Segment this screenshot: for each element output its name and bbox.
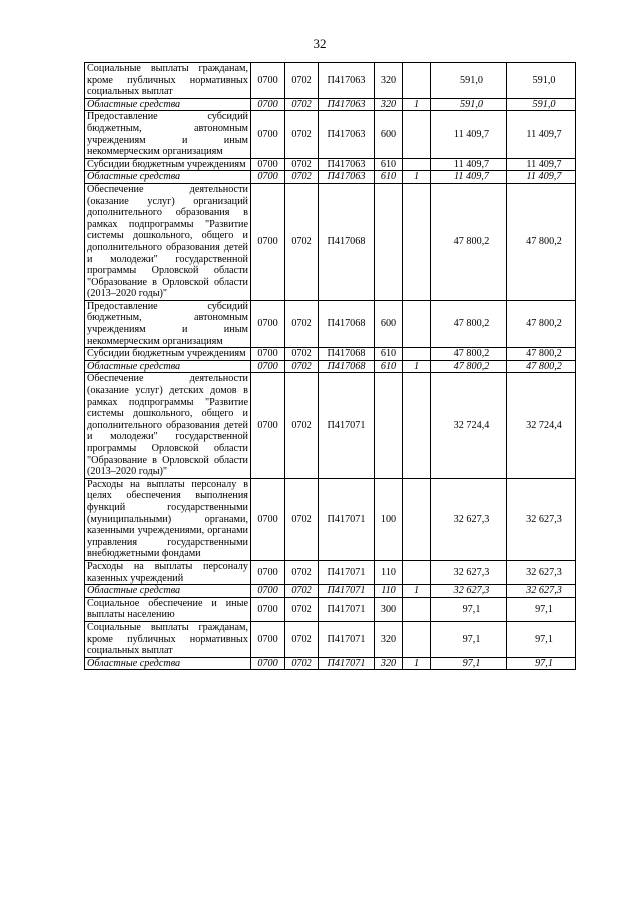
funding-source-code <box>403 158 431 171</box>
target-article-code: П417063 <box>319 171 375 184</box>
row-name: Расходы на выплаты персоналу казенных учреждений <box>85 560 251 584</box>
amount-year-2: 32 627,3 <box>507 560 576 584</box>
section-code: 0700 <box>251 98 285 111</box>
table-row <box>85 657 576 670</box>
amount-year-2: 97,1 <box>507 597 576 621</box>
target-article-code: П417071 <box>319 373 375 478</box>
subsection-code: 0702 <box>285 597 319 621</box>
section-code: 0700 <box>251 560 285 584</box>
expense-type-code <box>375 373 403 478</box>
subsection-code: 0702 <box>285 98 319 111</box>
expense-type-code: 320 <box>375 621 403 657</box>
amount-year-2: 97,1 <box>507 621 576 657</box>
table-row <box>85 373 576 478</box>
section-code: 0700 <box>251 348 285 361</box>
subsection-code: 0702 <box>285 373 319 478</box>
table-row <box>85 183 576 300</box>
funding-source-code: 1 <box>403 98 431 111</box>
expense-type-code: 300 <box>375 597 403 621</box>
row-name: Областные средства <box>85 171 251 184</box>
expense-type-code: 110 <box>375 560 403 584</box>
funding-source-code: 1 <box>403 360 431 373</box>
row-name: Расходы на выплаты персоналу в целях обеспечения выполнения функций государственными (муниципальными) органами, казенными учреждениями, органами управления государственными внебюджетными фондами <box>85 478 251 560</box>
amount-year-2: 32 724,4 <box>507 373 576 478</box>
row-name: Областные средства <box>85 360 251 373</box>
target-article-code: П417068 <box>319 183 375 300</box>
funding-source-code <box>403 348 431 361</box>
amount-year-2: 97,1 <box>507 657 576 670</box>
amount-year-2: 11 409,7 <box>507 158 576 171</box>
amount-year-1: 47 800,2 <box>431 348 507 361</box>
budget-table <box>84 62 576 670</box>
table-row <box>85 478 576 560</box>
amount-year-1: 47 800,2 <box>431 300 507 347</box>
funding-source-code <box>403 560 431 584</box>
amount-year-2: 47 800,2 <box>507 183 576 300</box>
funding-source-code: 1 <box>403 657 431 670</box>
subsection-code: 0702 <box>285 111 319 158</box>
amount-year-2: 47 800,2 <box>507 348 576 361</box>
amount-year-2: 47 800,2 <box>507 360 576 373</box>
table-row <box>85 585 576 598</box>
amount-year-1: 97,1 <box>431 621 507 657</box>
expense-type-code: 610 <box>375 348 403 361</box>
amount-year-1: 32 627,3 <box>431 478 507 560</box>
target-article-code: П417071 <box>319 657 375 670</box>
expense-type-code <box>375 183 403 300</box>
row-name: Социальные выплаты гражданам, кроме публичных нормативных социальных выплат <box>85 621 251 657</box>
section-code: 0700 <box>251 300 285 347</box>
expense-type-code: 320 <box>375 98 403 111</box>
subsection-code: 0702 <box>285 171 319 184</box>
target-article-code: П417071 <box>319 560 375 584</box>
subsection-code: 0702 <box>285 585 319 598</box>
section-code: 0700 <box>251 158 285 171</box>
target-article-code: П417071 <box>319 621 375 657</box>
funding-source-code <box>403 300 431 347</box>
section-code: 0700 <box>251 171 285 184</box>
section-code: 0700 <box>251 478 285 560</box>
table-row <box>85 560 576 584</box>
section-code: 0700 <box>251 183 285 300</box>
expense-type-code: 600 <box>375 300 403 347</box>
subsection-code: 0702 <box>285 300 319 347</box>
amount-year-1: 97,1 <box>431 597 507 621</box>
funding-source-code <box>403 183 431 300</box>
table-row <box>85 111 576 158</box>
funding-source-code: 1 <box>403 171 431 184</box>
amount-year-1: 32 627,3 <box>431 585 507 598</box>
expense-type-code: 610 <box>375 360 403 373</box>
section-code: 0700 <box>251 657 285 670</box>
target-article-code: П417068 <box>319 300 375 347</box>
subsection-code: 0702 <box>285 63 319 99</box>
table-row <box>85 621 576 657</box>
subsection-code: 0702 <box>285 158 319 171</box>
funding-source-code <box>403 63 431 99</box>
amount-year-1: 47 800,2 <box>431 183 507 300</box>
funding-source-code <box>403 111 431 158</box>
subsection-code: 0702 <box>285 360 319 373</box>
section-code: 0700 <box>251 585 285 598</box>
row-name: Субсидии бюджетным учреждениям <box>85 158 251 171</box>
target-article-code: П417063 <box>319 111 375 158</box>
amount-year-2: 32 627,3 <box>507 585 576 598</box>
table-row <box>85 360 576 373</box>
row-name: Субсидии бюджетным учреждениям <box>85 348 251 361</box>
row-name: Областные средства <box>85 585 251 598</box>
row-name: Предоставление субсидий бюджетным, автономным учреждениям и иным некоммерческим организациям <box>85 300 251 347</box>
table-row <box>85 63 576 99</box>
amount-year-2: 32 627,3 <box>507 478 576 560</box>
table-row <box>85 171 576 184</box>
section-code: 0700 <box>251 373 285 478</box>
row-name: Областные средства <box>85 657 251 670</box>
target-article-code: П417071 <box>319 597 375 621</box>
target-article-code: П417068 <box>319 360 375 373</box>
target-article-code: П417071 <box>319 478 375 560</box>
target-article-code: П417068 <box>319 348 375 361</box>
amount-year-2: 47 800,2 <box>507 300 576 347</box>
row-name: Предоставление субсидий бюджетным, автономным учреждениям и иным некоммерческим организациям <box>85 111 251 158</box>
row-name: Социальное обеспечение и иные выплаты населению <box>85 597 251 621</box>
amount-year-2: 591,0 <box>507 98 576 111</box>
amount-year-1: 591,0 <box>431 98 507 111</box>
section-code: 0700 <box>251 597 285 621</box>
subsection-code: 0702 <box>285 348 319 361</box>
amount-year-1: 11 409,7 <box>431 111 507 158</box>
row-name: Областные средства <box>85 98 251 111</box>
section-code: 0700 <box>251 111 285 158</box>
funding-source-code: 1 <box>403 585 431 598</box>
subsection-code: 0702 <box>285 560 319 584</box>
target-article-code: П417063 <box>319 158 375 171</box>
amount-year-1: 11 409,7 <box>431 171 507 184</box>
subsection-code: 0702 <box>285 621 319 657</box>
row-name: Обеспечение деятельности (оказание услуг) организаций дополнительного образования в рамках подпрограммы "Развитие системы дошкольного, общего и дополнительного образования детей и молодежи" государственной программы Орловской области "Образование в Орловской области (2013–2020 годы)" <box>85 183 251 300</box>
table-row <box>85 597 576 621</box>
funding-source-code <box>403 597 431 621</box>
page-number: 32 <box>313 36 327 51</box>
expense-type-code: 100 <box>375 478 403 560</box>
amount-year-1: 591,0 <box>431 63 507 99</box>
section-code: 0700 <box>251 360 285 373</box>
subsection-code: 0702 <box>285 657 319 670</box>
target-article-code: П417063 <box>319 98 375 111</box>
amount-year-1: 32 724,4 <box>431 373 507 478</box>
amount-year-2: 11 409,7 <box>507 171 576 184</box>
amount-year-1: 11 409,7 <box>431 158 507 171</box>
funding-source-code <box>403 373 431 478</box>
table-row <box>85 98 576 111</box>
amount-year-1: 32 627,3 <box>431 560 507 584</box>
amount-year-2: 11 409,7 <box>507 111 576 158</box>
table-row <box>85 348 576 361</box>
expense-type-code: 610 <box>375 158 403 171</box>
row-name: Социальные выплаты гражданам, кроме публичных нормативных социальных выплат <box>85 63 251 99</box>
amount-year-2: 591,0 <box>507 63 576 99</box>
table-row <box>85 158 576 171</box>
table-row <box>85 300 576 347</box>
subsection-code: 0702 <box>285 478 319 560</box>
funding-source-code <box>403 478 431 560</box>
funding-source-code <box>403 621 431 657</box>
subsection-code: 0702 <box>285 183 319 300</box>
amount-year-1: 97,1 <box>431 657 507 670</box>
expense-type-code: 320 <box>375 63 403 99</box>
section-code: 0700 <box>251 63 285 99</box>
section-code: 0700 <box>251 621 285 657</box>
table-body <box>85 63 576 670</box>
target-article-code: П417071 <box>319 585 375 598</box>
expense-type-code: 600 <box>375 111 403 158</box>
expense-type-code: 610 <box>375 171 403 184</box>
row-name: Обеспечение деятельности (оказание услуг) детских домов в рамках подпрограммы "Развитие системы дошкольного, общего и дополнительного образования детей и молодежи" государственной программы Орловской области "Образование в Орловской области (2013–2020 годы)" <box>85 373 251 478</box>
target-article-code: П417063 <box>319 63 375 99</box>
expense-type-code: 110 <box>375 585 403 598</box>
expense-type-code: 320 <box>375 657 403 670</box>
amount-year-1: 47 800,2 <box>431 360 507 373</box>
